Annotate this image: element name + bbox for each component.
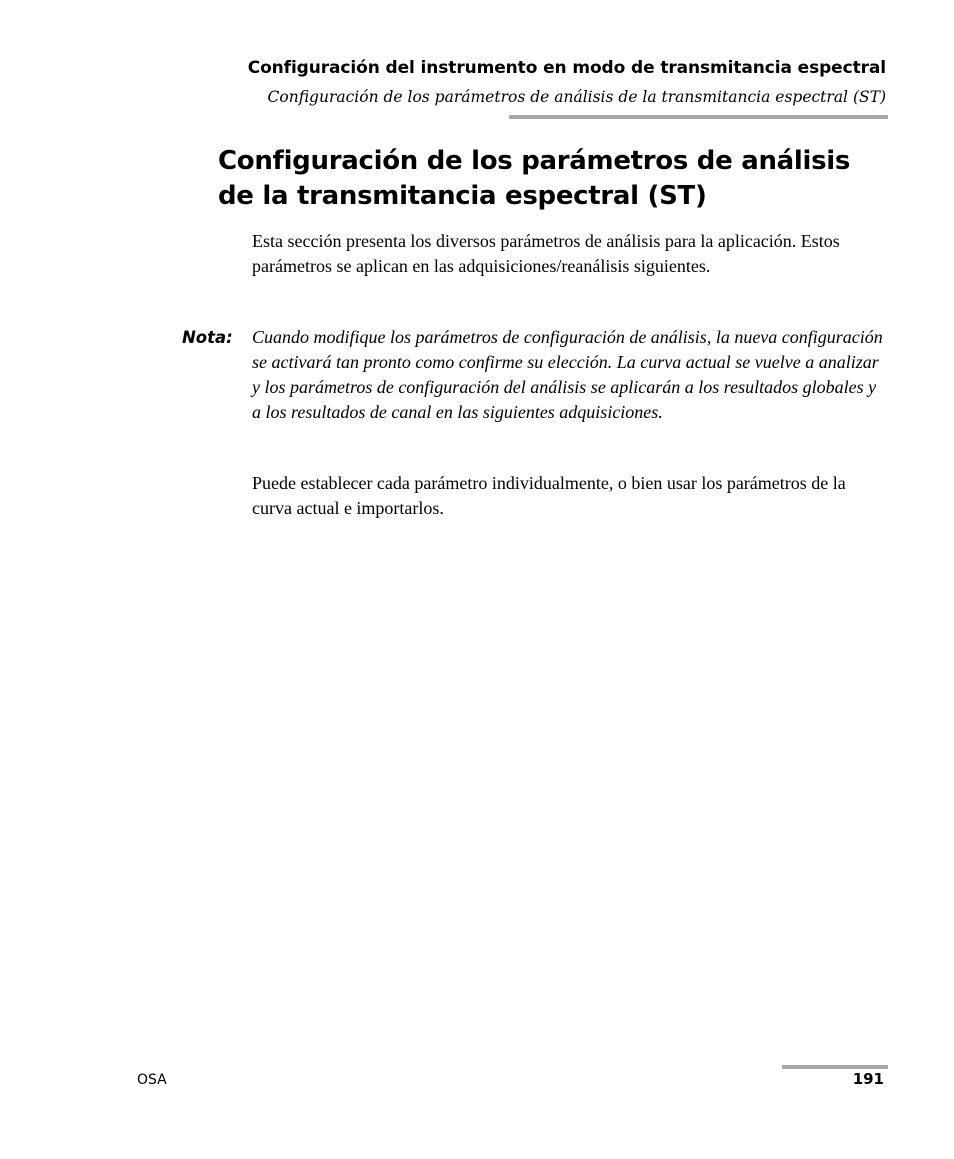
section-heading-line-2: de la transmitancia espectral (ST) <box>218 181 707 211</box>
footer-product-name: OSA <box>137 1072 167 1088</box>
intro-paragraph: Esta sección presenta los diversos parámetros de análisis para la aplicación. Estos parámetros se aplican en las adquisiciones/reanálisis siguientes. <box>252 231 840 276</box>
note-label: Nota: <box>182 328 233 347</box>
section-heading <box>218 144 898 214</box>
running-header-section: Configuración de los parámetros de análisis de la transmitancia espectral (ST) <box>267 88 886 106</box>
running-header-chapter: Configuración del instrumento en modo de transmitancia espectral <box>247 58 886 78</box>
note-text: Cuando modifique los parámetros de configuración de análisis, la nueva configuración se activará tan pronto como confirme su elección. La curva actual se vuelve a analizar y los parámetros de configuración del análisis se aplicarán a los resultados globales y a los resultados de canal en las siguientes adquisiciones. <box>252 327 883 422</box>
closing-paragraph: Puede establecer cada parámetro individualmente, o bien usar los parámetros de la curva actual e importarlos. <box>252 473 846 518</box>
section-heading-line-1: Configuración de los parámetros de análisis <box>218 146 851 176</box>
footer-divider <box>782 1065 888 1069</box>
page-number: 191 <box>852 1070 884 1088</box>
header-divider <box>509 115 888 119</box>
